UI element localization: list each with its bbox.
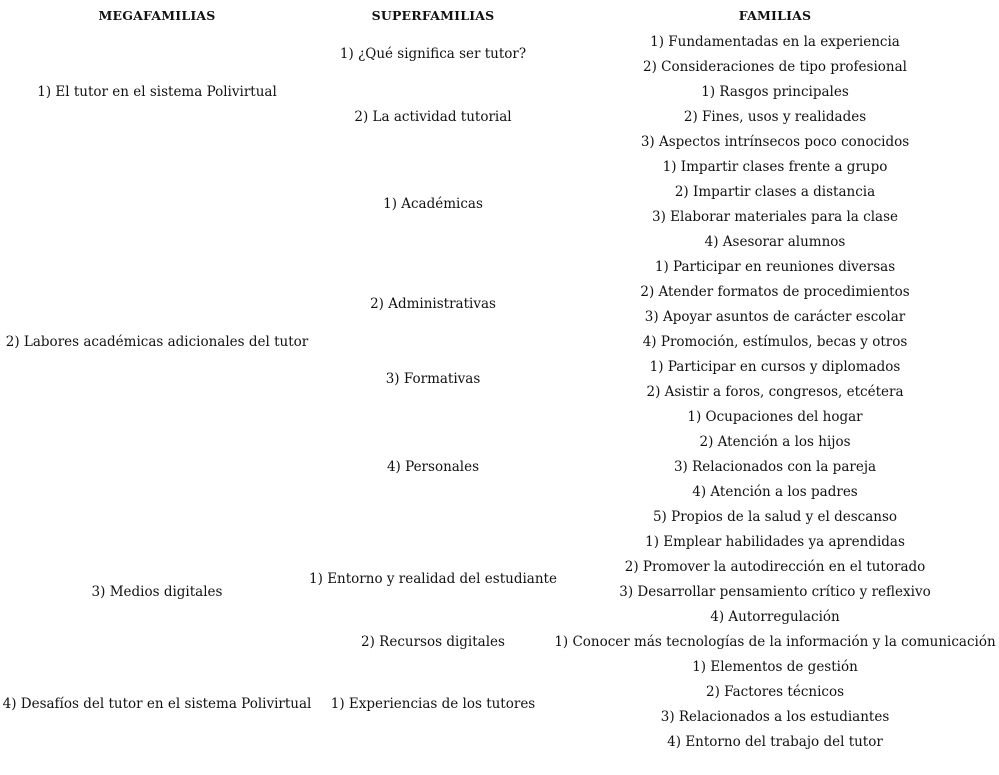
megafamilia-1: 1) El tutor en el sistema Polivirtual [37, 84, 277, 100]
superfamilia-administrativas: 2) Administrativas [370, 296, 496, 312]
familia-item: 2) Promover la autodirección en el tutorado [624, 559, 926, 575]
familia-item: 2) Factores técnicos [705, 684, 845, 700]
familia-item: 2) Impartir clases a distancia [674, 184, 876, 200]
table-header-superfamilias: SUPERFAMILIAS [371, 8, 495, 23]
superfamilia-recursos-digitales: 2) Recursos digitales [361, 634, 505, 650]
familia-item: 1) Ocupaciones del hogar [687, 409, 863, 425]
familia-item: 2) Asistir a foros, congresos, etcétera [646, 384, 904, 400]
familia-item: 3) Desarrollar pensamiento crítico y reflexivo [619, 584, 931, 600]
familia-item: 2) Consideraciones de tipo profesional [643, 59, 907, 75]
table-header-megafamilias: MEGAFAMILIAS [98, 8, 216, 23]
familia-item: 1) Elementos de gestión [692, 659, 858, 675]
familia-item: 4) Promoción, estímulos, becas y otros [642, 334, 908, 350]
superfamilia-actividad-tutorial: 2) La actividad tutorial [354, 109, 512, 125]
superfamilia-entorno-estudiante: 1) Entorno y realidad del estudiante [309, 571, 557, 587]
familia-item: 1) Impartir clases frente a grupo [662, 159, 888, 175]
familia-item: 1) Fundamentadas en la experiencia [650, 34, 900, 50]
familia-item: 3) Relacionados con la pareja [673, 459, 877, 475]
familia-item: 3) Relacionados a los estudiantes [660, 709, 890, 725]
familia-item: 5) Propios de la salud y el descanso [652, 509, 898, 525]
familia-item: 3) Apoyar asuntos de carácter escolar [644, 309, 906, 325]
megafamilia-3: 3) Medios digitales [91, 584, 223, 600]
familia-item: 3) Elaborar materiales para la clase [652, 209, 898, 225]
familia-item: 1) Participar en reuniones diversas [654, 259, 896, 275]
familia-item: 4) Autorregulación [710, 609, 840, 625]
superfamilia-academicas: 1) Académicas [383, 196, 483, 212]
familia-item: 3) Aspectos intrínsecos poco conocidos [640, 134, 910, 150]
megafamilia-4: 4) Desafíos del tutor en el sistema Polivirtual [2, 696, 312, 712]
familia-item: 2) Fines, usos y realidades [683, 109, 867, 125]
familia-item: 1) Participar en cursos y diplomados [649, 359, 901, 375]
superfamilia-formativas: 3) Formativas [385, 371, 481, 387]
superfamilia-personales: 4) Personales [386, 459, 480, 475]
familia-item: 2) Atención a los hijos [699, 434, 851, 450]
megafamilia-2: 2) Labores académicas adicionales del tutor [5, 334, 309, 350]
superfamilia-experiencias-tutores: 1) Experiencias de los tutores [330, 696, 536, 712]
familia-item: 1) Conocer más tecnologías de la información y la comunicación [554, 634, 996, 650]
familia-item: 4) Asesorar alumnos [704, 234, 846, 250]
superfamilia-que-significa: 1) ¿Qué significa ser tutor? [339, 46, 527, 62]
familia-item: 4) Atención a los padres [692, 484, 858, 500]
table-header-familias: FAMILIAS [738, 8, 812, 23]
familia-item: 4) Entorno del trabajo del tutor [667, 734, 883, 750]
familia-item: 2) Atender formatos de procedimientos [640, 284, 910, 300]
familia-item: 1) Emplear habilidades ya aprendidas [645, 534, 905, 550]
familia-item: 1) Rasgos principales [701, 84, 849, 100]
